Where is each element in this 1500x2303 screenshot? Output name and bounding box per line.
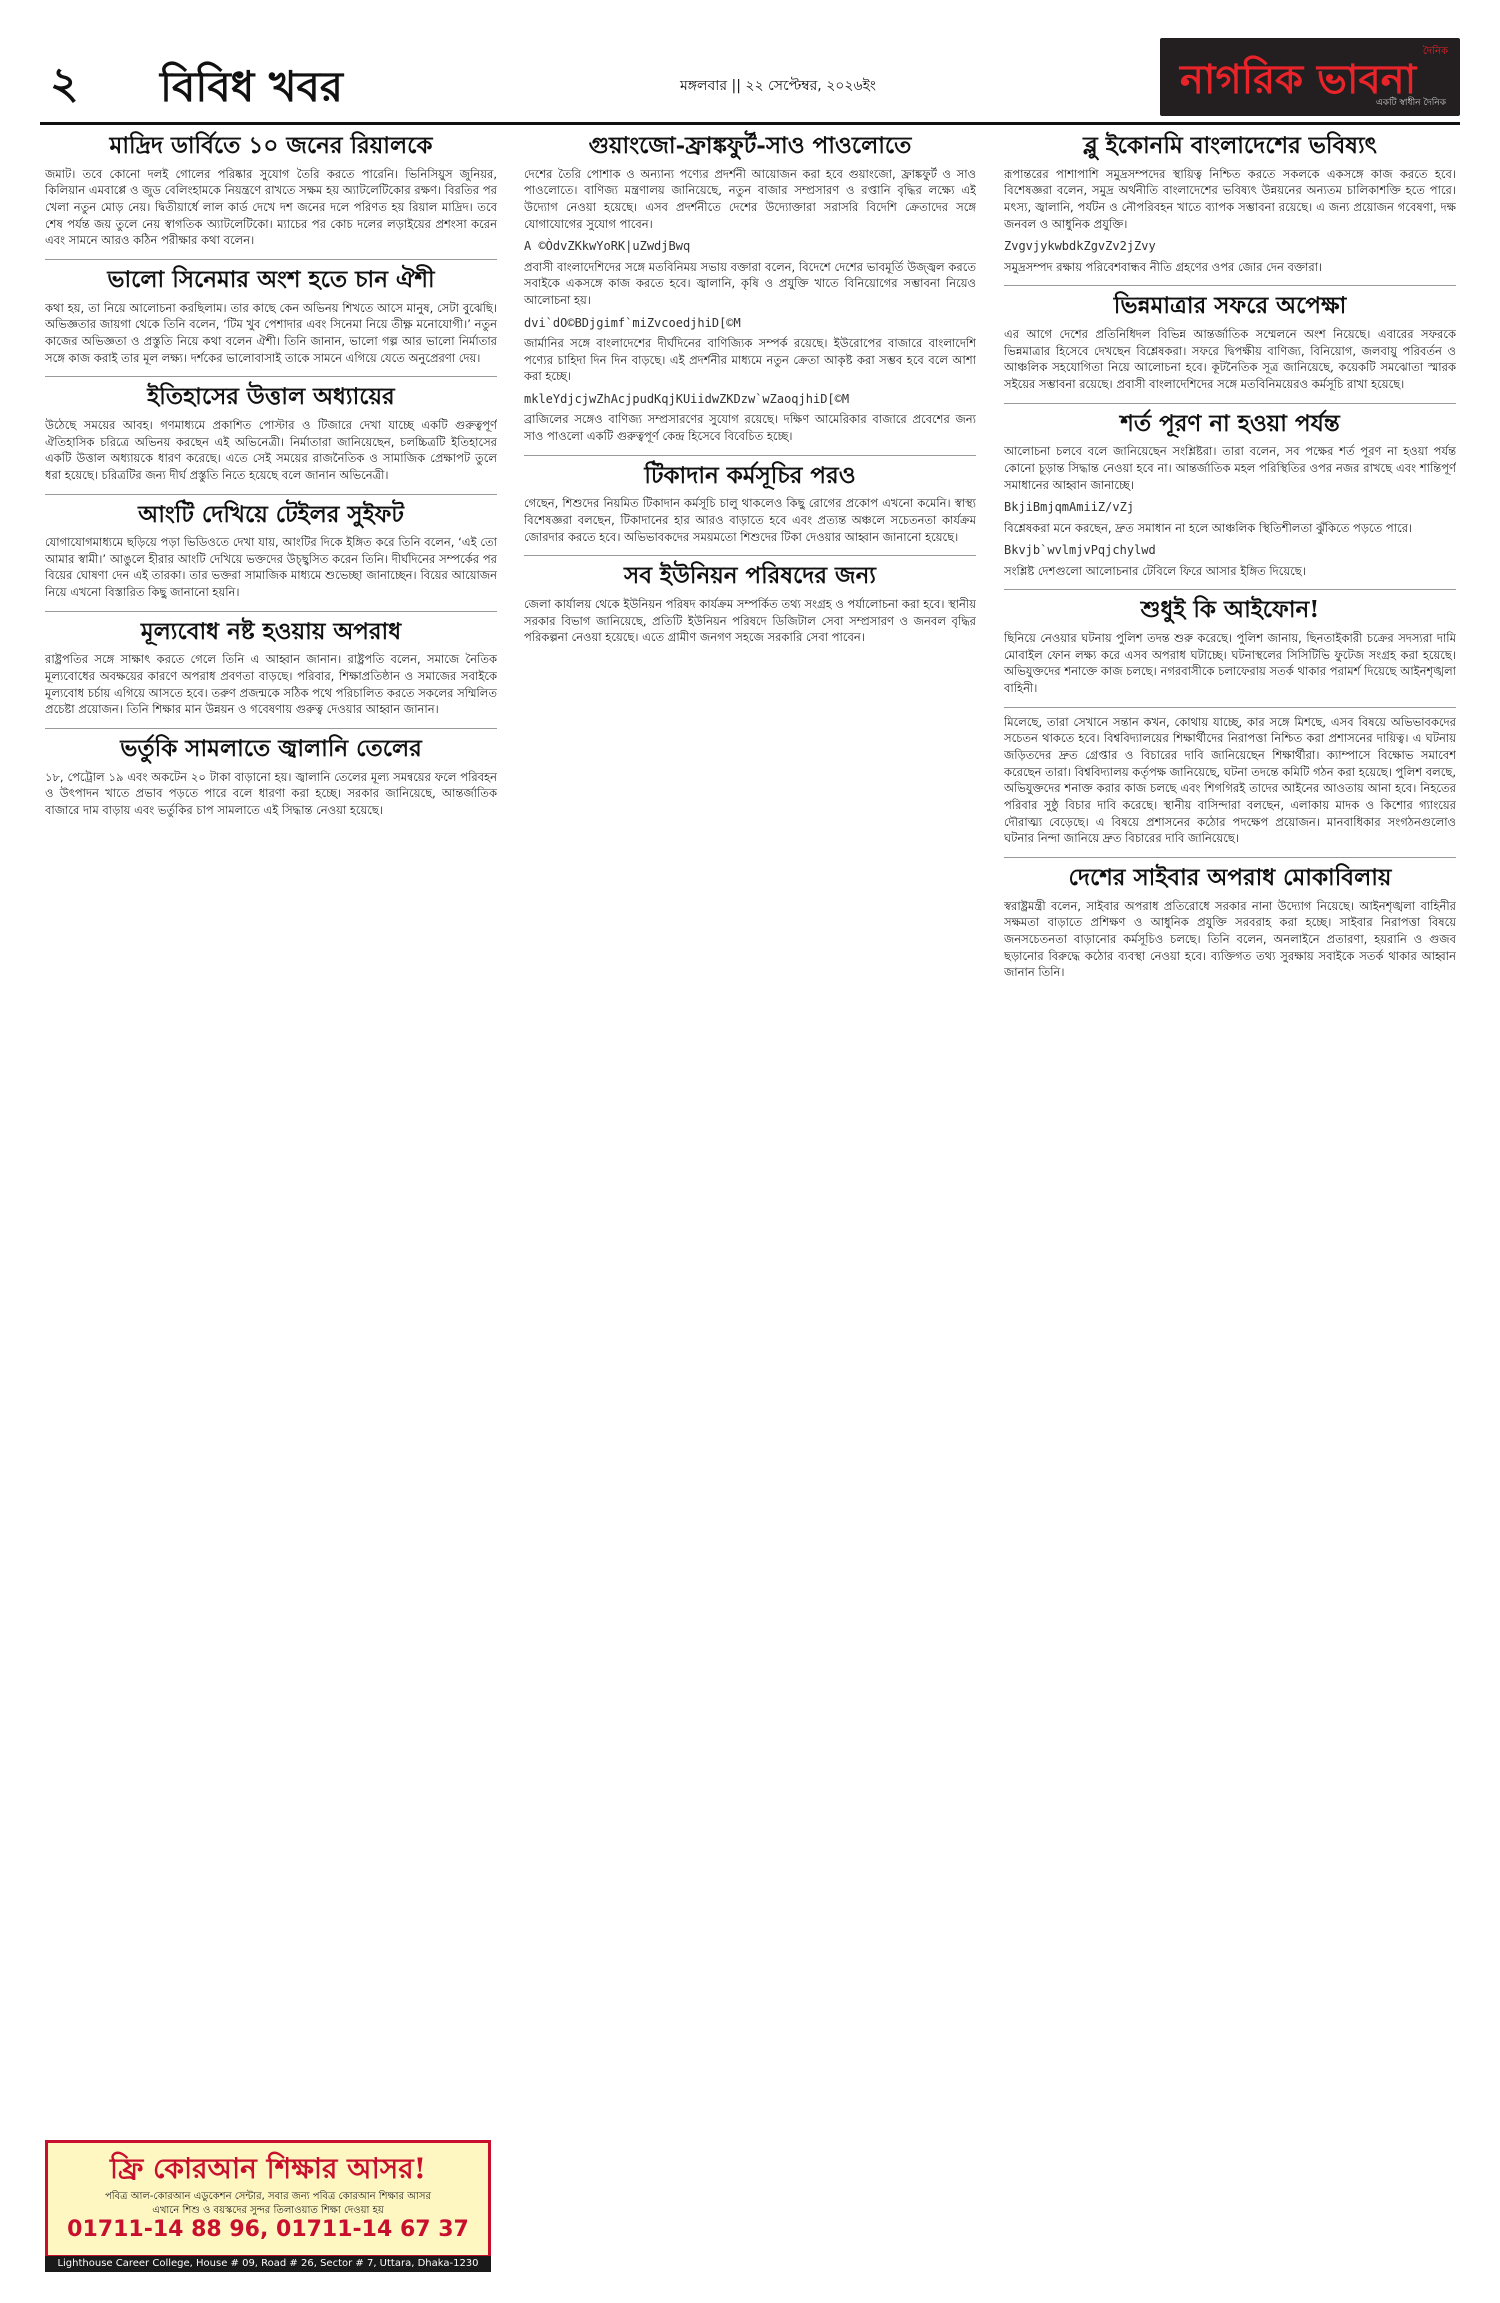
- quran-ad[interactable]: [45, 2140, 491, 2258]
- ad-address: Lighthouse Career College, House # 09, Road # 26, Sector # 7, Uttara, Dhaka-1230: [45, 2256, 491, 2272]
- headline: ভালো সিনেমার অংশ হতে চান ঐশী: [107, 265, 435, 293]
- encoded-text: mkleYdjcjwZhAcjpudKqjKUiidwZKDzw`wZaoqjhiD[©M: [524, 392, 850, 407]
- article-body: জার্মানির সঙ্গে বাংলাদেশের দীর্ঘদিনের বাণিজ্যিক সম্পর্ক রয়েছে। ইউরোপের বাজারে বাংলাদেশি পণ্যের চাহিদা দিন দিন বাড়ছে। এই প্রদর্শনীর মাধ্যমে নতুন ক্রেতা আকৃষ্ট করা সম্ভব হবে বলে আশা করা হচ্ছে।: [524, 336, 976, 384]
- divider: [45, 611, 497, 612]
- divider: [45, 376, 497, 377]
- article-history: [45, 383, 497, 483]
- dateline: মঙ্গলবার || ২২ সেপ্টেম্বর, ২০২৬ইং: [680, 78, 876, 94]
- article-blue-economy: [1004, 132, 1456, 275]
- article-body: স্বরাষ্ট্রমন্ত্রী বলেন, সাইবার অপরাধ প্রতিরোধে সরকার নানা উদ্যোগ নিয়েছে। আইনশৃঙ্খলা বাহিনীর সক্ষমতা বাড়াতে প্রশিক্ষণ ও আধুনিক প্রযুক্তি সরবরাহ করা হচ্ছে। সাইবার নিরাপত্তা বিষয়ে জনসচেতনতা বাড়ানোর কর্মসূচিও চলছে। তিনি বলেন, অনলাইনে প্রতারণা, হয়রানি ও গুজব ছড়ানোর বিরুদ্ধে কঠোর ব্যবস্থা নেওয়া হবে। ব্যক্তিগত তথ্য সুরক্ষায় সবাইকে সতর্ক থাকার আহ্বান জানান তিনি।: [1004, 898, 1456, 980]
- ad-title: ফ্রি কোরআন শিক্ষার আসর!: [110, 2152, 426, 2185]
- article-cyber: [1004, 864, 1456, 981]
- encoded-text: Bkvjb`wvlmjvPqjchylwd: [1004, 543, 1156, 558]
- article-body: মিলেছে, তারা সেখানে সন্তান কখন, কোথায় যাচ্ছে, কার সঙ্গে মিশছে, এসব বিষয়ে অভিভাবকদের সচেতন থাকতে হবে। বিশ্ববিদ্যালয়ের শিক্ষার্থীদের নিরাপত্তা নিশ্চিত করা প্রশাসনের দায়িত্ব। এ ঘটনায় জড়িতদের দ্রুত গ্রেপ্তার ও বিচারের দাবি জানিয়েছেন শিক্ষার্থীরা। ক্যাম্পাসে বিক্ষোভ সমাবেশ করেছেন তারা। বিশ্ববিদ্যালয় কর্তৃপক্ষ জানিয়েছে, ঘটনা তদন্তে কমিটি গঠন করা হয়েছে। পুলিশ বলছে, অভিযুক্তদের শনাক্ত করার কাজ চলছে এবং শিগগিরই তাদের আইনের আওতায় আনা হবে। নিহতের পরিবার সুষ্ঠু বিচার দাবি করেছে। স্থানীয় বাসিন্দারা বলছেন, এলাকায় মাদক ও কিশোর গ্যাংয়ের দৌরাত্ম্য বেড়েছে। এ বিষয়ে প্রশাসনের কঠোর পদক্ষেপ প্রয়োজন। মানবাধিকার সংগঠনগুলোও ঘটনার নিন্দা জানিয়ে দ্রুত বিচারের দাবি জানিয়েছে।: [1004, 714, 1456, 846]
- divider: [45, 728, 497, 729]
- divider: [1004, 589, 1456, 590]
- divider: [45, 494, 497, 495]
- headline: ভর্তুকি সামলাতে জ্বালানি তেলের: [120, 735, 422, 763]
- headline: মূল্যবোধ নষ্ট হওয়ায় অপরাধ: [140, 617, 402, 645]
- divider: [1004, 403, 1456, 404]
- divider: [45, 259, 497, 260]
- article-wedding: [45, 501, 497, 601]
- ad-description: এখানে শিশু ও বয়স্কদের সুন্দর তিলাওয়াত শিক্ষা দেওয়া হয়: [152, 2205, 384, 2216]
- headline: ভিন্নমাত্রার সফরে অপেক্ষা: [1113, 292, 1347, 320]
- section-title: বিবিধ খবর: [160, 62, 344, 111]
- encoded-text: ZvgvjykwbdkZgvZv2jZvy: [1004, 239, 1156, 254]
- divider: [1004, 707, 1456, 708]
- logo-tag: দৈনিক: [1422, 46, 1448, 57]
- encoded-text: A ©ÒdvZKkwYoRK|uZwdjBwq: [524, 239, 691, 254]
- article-values: [45, 618, 497, 718]
- article-body: জেলা কার্যালয় থেকে ইউনিয়ন পরিষদ কার্যক্রম সম্পর্কিত তথ্য সংগ্রহ ও পর্যালোচনা করা হবে। স্থানীয় সরকার বিভাগ জানিয়েছে, প্রতিটি ইউনিয়ন পরিষদে ডিজিটাল সেবা সম্প্রসারণ ও জনবল বৃদ্ধির পরিকল্পনা নেওয়া হয়েছে। এতে গ্রামীণ জনগণ সহজে সরকারি সেবা পাবেন।: [524, 597, 976, 645]
- divider: [1004, 285, 1456, 286]
- article-body: রূপান্তরের পাশাপাশি সমুদ্রসম্পদের স্থায়িত্ব নিশ্চিত করতে সকলকে একসঙ্গে কাজ করতে হবে। বিশেষজ্ঞরা বলেন, সমুদ্র অর্থনীতি বাংলাদেশের ভবিষ্যৎ উন্নয়নের অন্যতম চালিকাশক্তি হতে পারে। মৎস্য, জ্বালানি, পর্যটন ও নৌপরিবহন খাতে ব্যাপক সম্ভাবনা রয়েছে। এ জন্য প্রয়োজন গবেষণা, দক্ষ জনবল ও আধুনিক প্রযুক্তি।: [1004, 166, 1456, 231]
- logo-name: নাগরিক ভাবনা: [1180, 56, 1417, 103]
- headline: টিকাদান কর্মসূচির পরও: [644, 461, 856, 489]
- newspaper-logo: [1160, 38, 1460, 116]
- headline: শর্ত পূরণ না হওয়া পর্যন্ত: [1120, 409, 1340, 437]
- article-journey: [1004, 292, 1456, 392]
- column-3: [1004, 130, 1456, 2263]
- ad-description: পবিত্র আল-কোরআন এডুকেশন সেন্টার, সবার জন্য পবিত্র কোরআন শিক্ষার আসর: [104, 2191, 432, 2202]
- article-unions: [524, 562, 976, 646]
- divider: [524, 555, 976, 556]
- article-cinema: [45, 266, 497, 366]
- divider: [524, 455, 976, 456]
- article-body: গেছেন, শিশুদের নিয়মিত টিকাদান কর্মসূচি চালু থাকলেও কিছু রোগের প্রকোপ এখনো কমেনি। স্বাস্থ্য বিশেষজ্ঞরা বলছেন, টিকাদানের হার আরও বাড়াতে হবে এবং প্রত্যন্ত অঞ্চলে সচেতনতা কার্যক্রম জোরদার করতে হবে। অভিভাবকদের সময়মতো শিশুদের টিকা দেওয়ার আহ্বান জানানো হয়েছে।: [524, 496, 976, 544]
- article-vaccine: [524, 462, 976, 546]
- page-number: ২: [50, 58, 79, 109]
- headline: আংটি দেখিয়ে টেইলর সুইফট: [138, 500, 404, 528]
- article-body: যোগাযোগমাধ্যমে ছড়িয়ে পড়া ভিডিওতে দেখা যায়, আংটির দিকে ইঙ্গিত করে তিনি বলেন, ‘এই তো আমার স্বামী।’ আঙুলে হীরার আংটি দেখিয়ে ভক্তদের উচ্ছ্বসিত করেন তিনি। দীর্ঘদিনের সম্পর্কের পর বিয়ের ঘোষণা দেন এই তারকা। তার ভক্তরা সামাজিক মাধ্যমে শুভেচ্ছা জানাচ্ছেন। বিয়ের আয়োজন নিয়ে এখনো বিস্তারিত কিছু জানানো হয়নি।: [45, 535, 497, 600]
- column-1: [45, 130, 497, 2263]
- headline: ব্লু ইকোনমি বাংলাদেশের ভবিষ্যৎ: [1083, 132, 1377, 159]
- headline: গুয়াংজো-ফ্রাঙ্কফুর্ট-সাও পাওলোতে: [588, 132, 912, 159]
- headline: দেশের সাইবার অপরাধ মোকাবিলায়: [1068, 864, 1392, 892]
- encoded-text: BkjiBmjqmAmiiZ/vZj: [1004, 500, 1135, 515]
- article-body: ছিনিয়ে নেওয়ার ঘটনায় পুলিশ তদন্ত শুরু করেছে। পুলিশ জানায়, ছিনতাইকারী চক্রের সদস্যরা দামি মোবাইল ফোন লক্ষ্য করে এসব অপরাধ ঘটাচ্ছে। ঘটনাস্থলের সিসিটিভি ফুটেজ সংগ্রহ করা হয়েছে। অভিযুক্তদের শনাক্তে কাজ চলছে। নগরবাসীকে চলাফেরায় সতর্ক থাকার পরামর্শ দিয়েছে আইনশৃঙ্খলা বাহিনী।: [1004, 630, 1456, 695]
- ad-phone-numbers: 01711-14 88 96, 01711-14 67 37: [67, 2217, 469, 2242]
- headline: সব ইউনিয়ন পরিষদের জন্য: [624, 562, 876, 590]
- divider: [1004, 857, 1456, 858]
- headline: শুধুই কি আইফোন!: [1140, 596, 1320, 624]
- article-body: বিশ্লেষকরা মনে করছেন, দ্রুত সমাধান না হলে আঞ্চলিক স্থিতিশীলতা ঝুঁকিতে পড়তে পারে।: [1004, 520, 1413, 535]
- article-iphone: [1004, 596, 1456, 696]
- article-frankfurt: [524, 132, 976, 445]
- article-col3-main: [1004, 714, 1456, 847]
- article-conditions: [1004, 410, 1456, 580]
- headline: মাদ্রিদ ডার্বিতে ১০ জনের রিয়ালকে: [109, 132, 433, 159]
- article-body: সংশ্লিষ্ট দেশগুলো আলোচনার টেবিলে ফিরে আসার ইঙ্গিত দিয়েছে।: [1004, 563, 1306, 578]
- header-rule: [40, 122, 1460, 125]
- article-body: এর আগে দেশের প্রতিনিধিদল বিভিন্ন আন্তর্জাতিক সম্মেলনে অংশ নিয়েছে। এবারের সফরকে ভিন্নমাত্রার হিসেবে দেখছেন বিশ্লেষকরা। সফরে দ্বিপক্ষীয় বাণিজ্য, বিনিয়োগ, জলবায়ু পরিবর্তন ও আঞ্চলিক সহযোগিতা নিয়ে আলোচনা হবে। কূটনৈতিক সূত্র জানিয়েছে, কয়েকটি সমঝোতা স্মারক সইয়ের সম্ভাবনা রয়েছে। প্রবাসী বাংলাদেশিদের সঙ্গে মতবিনিময়েরও কর্মসূচি রাখা হয়েছে।: [1004, 326, 1456, 391]
- encoded-text: dvi`dO©BDjgimf`miZvcoedjhiD[©M: [524, 315, 741, 330]
- article-body: রাষ্ট্রপতির সঙ্গে সাক্ষাৎ করতে গেলে তিনি এ আহ্বান জানান। রাষ্ট্রপতি বলেন, সমাজে নৈতিক মূল্যবোধের অবক্ষয়ের কারণে অপরাধ প্রবণতা বাড়ছে। পরিবার, শিক্ষাপ্রতিষ্ঠান ও সমাজের সবাইকে মূল্যবোধ চর্চায় এগিয়ে আসতে হবে। তরুণ প্রজন্মকে সঠিক পথে পরিচালিত করতে সকলের সম্মিলিত প্রচেষ্টা প্রয়োজন। তিনি শিক্ষার মান উন্নয়ন ও গবেষণায় গুরুত্ব দেওয়ার আহ্বান জানান।: [45, 652, 497, 717]
- article-body: আলোচনা চলবে বলে জানিয়েছেন সংশ্লিষ্টরা। তারা বলেন, সব পক্ষের শর্ত পূরণ না হওয়া পর্যন্ত কোনো চূড়ান্ত সিদ্ধান্ত নেওয়া হবে না। আন্তর্জাতিক মহল পরিস্থিতির ওপর নজর রাখছে এবং শান্তিপূর্ণ সমাধানের আহ্বান জানাচ্ছে।: [1004, 444, 1456, 492]
- article-body: ব্রাজিলের সঙ্গেও বাণিজ্য সম্প্রসারণের সুযোগ রয়েছে। দক্ষিণ আমেরিকার বাজারে প্রবেশের জন্য সাও পাওলো একটি গুরুত্বপূর্ণ কেন্দ্র হিসেবে বিবেচিত হচ্ছে।: [524, 412, 976, 444]
- article-madrid: [45, 132, 497, 249]
- article-body: সমুদ্রসম্পদ রক্ষায় পরিবেশবান্ধব নীতি গ্রহণের ওপর জোর দেন বক্তারা।: [1004, 259, 1323, 274]
- headline: ইতিহাসের উত্তাল অধ্যায়ের: [147, 383, 395, 411]
- article-body: উঠেছে সময়ের আবহ। গণমাধ্যমে প্রকাশিত পোস্টার ও টিজারে দেখা যাচ্ছে একটি গুরুত্বপূর্ণ ঐতিহাসিক চরিত্রে অভিনয় করছেন এই অভিনেত্রী। নির্মাতারা জানিয়েছেন, চলচ্চিত্রটি ইতিহাসের একটি উত্তাল অধ্যায়কে ধারণ করেছে। এতে সেই সময়ের রাজনৈতিক ও সামাজিক প্রেক্ষাপট তুলে ধরা হয়েছে। চরিত্রটির জন্য দীর্ঘ প্রস্তুতি নিতে হয়েছে বলে জানান অভিনেত্রী।: [45, 417, 497, 482]
- article-fuel: [45, 735, 497, 819]
- article-body: ১৮, পেট্রোল ১৯ এবং অকটেন ২০ টাকা বাড়ানো হয়। জ্বালানি তেলের মূল্য সমন্বয়ের ফলে পরিবহন ও উৎপাদন খাতে প্রভাব পড়তে পারে বলে ধারণা করা হচ্ছে। সরকার জানিয়েছে, আন্তর্জাতিক বাজারে দাম বাড়ায় এবং ভর্তুকির চাপ সামলাতে এই সিদ্ধান্ত নেওয়া হয়েছে।: [45, 769, 497, 818]
- article-body: জমাট। তবে কোনো দলই গোলের পরিষ্কার সুযোগ তৈরি করতে পারেনি। ভিনিসিয়ুস জুনিয়র, কিলিয়ান এমবাপ্পে ও জুড বেলিংহামকে নিয়ন্ত্রণে রাখতে সক্ষম হয় অ্যাটলেটিকোর রক্ষণ। বিরতির পর খেলা নতুন মোড় নেয়। দ্বিতীয়ার্ধে লাল কার্ড দেখে দশ জনের দলে পরিণত হয় রিয়াল মাদ্রিদ। তবে শেষ পর্যন্ত জয় তুলে নেয় স্বাগতিক অ্যাটলেটিকো। ম্যাচের পর কোচ দলের লড়াইয়ের প্রশংসা করেন এবং সামনে আরও কঠিন পরীক্ষার কথা বলেন।: [45, 166, 497, 248]
- logo-subtitle: একটি স্বাধীন দৈনিক: [1375, 98, 1446, 108]
- article-body: কথা হয়, তা নিয়ে আলোচনা করছিলাম। তার কাছে কেন অভিনয় শিখতে আসে মানুষ, সেটা বুঝেছি। অভিজ্ঞতার জায়গা থেকে তিনি বলেন, ‘টিম খুব পেশাদার এবং সিনেমা নিয়ে তীক্ষ্ণ মনোযোগী।’ নতুন কাজের অভিজ্ঞতা ও প্রস্তুতি নিয়ে কথা বলেন ঐশী। তিনি জানান, ভালো গল্প আর ভালো নির্মাতার সঙ্গে কাজ করাই তার মূল লক্ষ্য। দর্শকের ভালোবাসাই তাকে সামনে এগিয়ে যেতে অনুপ্রেরণা দেয়।: [45, 300, 497, 365]
- column-2: [524, 130, 976, 2263]
- article-body: দেশের তৈরি পোশাক ও অন্যান্য পণ্যের প্রদর্শনী আয়োজন করা হবে গুয়াংজো, ফ্রাঙ্কফুর্ট ও সাও পাওলোতে। বাণিজ্য মন্ত্রণালয় জানিয়েছে, নতুন বাজার সম্প্রসারণ ও রপ্তানি বৃদ্ধির লক্ষ্যে এই উদ্যোগ নেওয়া হয়েছে। এসব প্রদর্শনীতে দেশের উদ্যোক্তারা সরাসরি বিদেশি ক্রেতাদের সঙ্গে যোগাযোগের সুযোগ পাবেন।: [524, 166, 976, 231]
- article-body: প্রবাসী বাংলাদেশিদের সঙ্গে মতবিনিময় সভায় বক্তারা বলেন, বিদেশে দেশের ভাবমূর্তি উজ্জ্বল করতে সবাইকে একসঙ্গে কাজ করতে হবে। জ্বালানি, কৃষি ও প্রযুক্তি খাতে বিনিয়োগের সম্ভাবনা নিয়েও আলোচনা হয়।: [524, 259, 976, 308]
- masthead: [40, 38, 1460, 118]
